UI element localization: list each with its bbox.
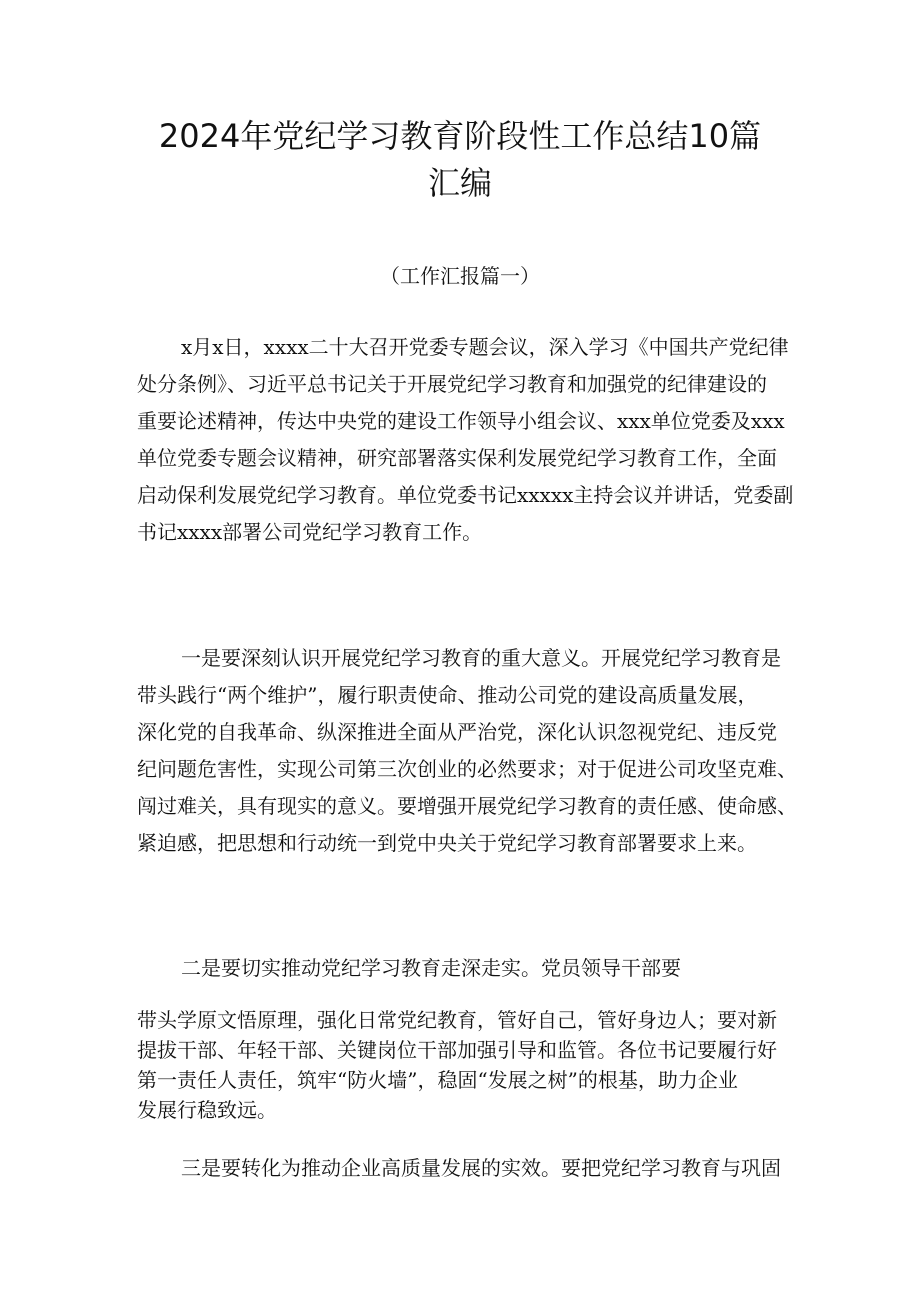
- document-subtitle: （工作汇报篇一）: [380, 264, 540, 288]
- paragraph-line: 闯过难关，具有现实的意义。要增强开展党纪学习教育的责任感、使命感、: [137, 794, 797, 818]
- paragraph-line: 重要论述精神，传达中央党的建设工作领导小组会议、xxx单位党委及xxx: [137, 409, 785, 433]
- paragraph-line: 书记xxxx部署公司党纪学习教育工作。: [137, 520, 483, 544]
- paragraph-point-two-heading: [137, 950, 797, 987]
- paragraph-point-three: [137, 1150, 797, 1187]
- paragraph-line: 第一责任人责任，筑牢“防火墙”，稳固“发展之树”的根基，助力企业: [137, 1068, 738, 1092]
- paragraph-line: 发展行稳致远。: [137, 1098, 277, 1122]
- paragraph-line: 处分条例》、习近平总书记关于开展党纪学习教育和加强党的纪律建设的: [137, 372, 767, 396]
- paragraph-line: 二是要切实推动党纪学习教育走深走实。党员领导干部要: [181, 956, 681, 980]
- paragraph-line: 一是要深刻认识开展党纪学习教育的重大意义。开展党纪学习教育是: [181, 646, 781, 670]
- paragraph-line: 带头践行“两个维护”，履行职责使命、推动公司党的建设高质量发展，: [137, 683, 758, 707]
- paragraph-line: 深化党的自我革命、纵深推进全面从严治党，深化认识忽视党纪、违反党: [137, 720, 777, 744]
- paragraph-line: 启动保利发展党纪学习教育。单位党委书记xxxxx主持会议并讲话，党委副: [137, 483, 794, 507]
- paragraph-meeting-summary: [137, 329, 797, 551]
- document-title-line1: 2024年党纪学习教育阶段性工作总结10篇: [158, 117, 762, 155]
- paragraph-point-one: [137, 640, 797, 862]
- paragraph-line: 纪问题危害性，实现公司第三次创业的必然要求；对于促进公司攻坚克难、: [137, 757, 797, 781]
- paragraph-line: 单位党委专题会议精神，研究部署落实保利发展党纪学习教育工作，全面: [137, 446, 777, 470]
- paragraph-point-two-body: [137, 1005, 797, 1125]
- paragraph-line: 带头学原文悟原理，强化日常党纪教育，管好自己，管好身边人；要对新: [137, 1008, 777, 1032]
- paragraph-line: x月x日，xxxx二十大召开党委专题会议，深入学习《中国共产党纪律: [181, 335, 789, 359]
- paragraph-line: 三是要转化为推动企业高质量发展的实效。要把党纪学习教育与巩固: [181, 1156, 781, 1180]
- paragraph-line: 紧迫感，把思想和行动统一到党中央关于党纪学习教育部署要求上来。: [137, 831, 757, 855]
- document-title-line2: 汇编: [427, 164, 492, 202]
- paragraph-line: 提拔干部、年轻干部、关键岗位干部加强引导和监管。各位书记要履行好: [137, 1038, 777, 1062]
